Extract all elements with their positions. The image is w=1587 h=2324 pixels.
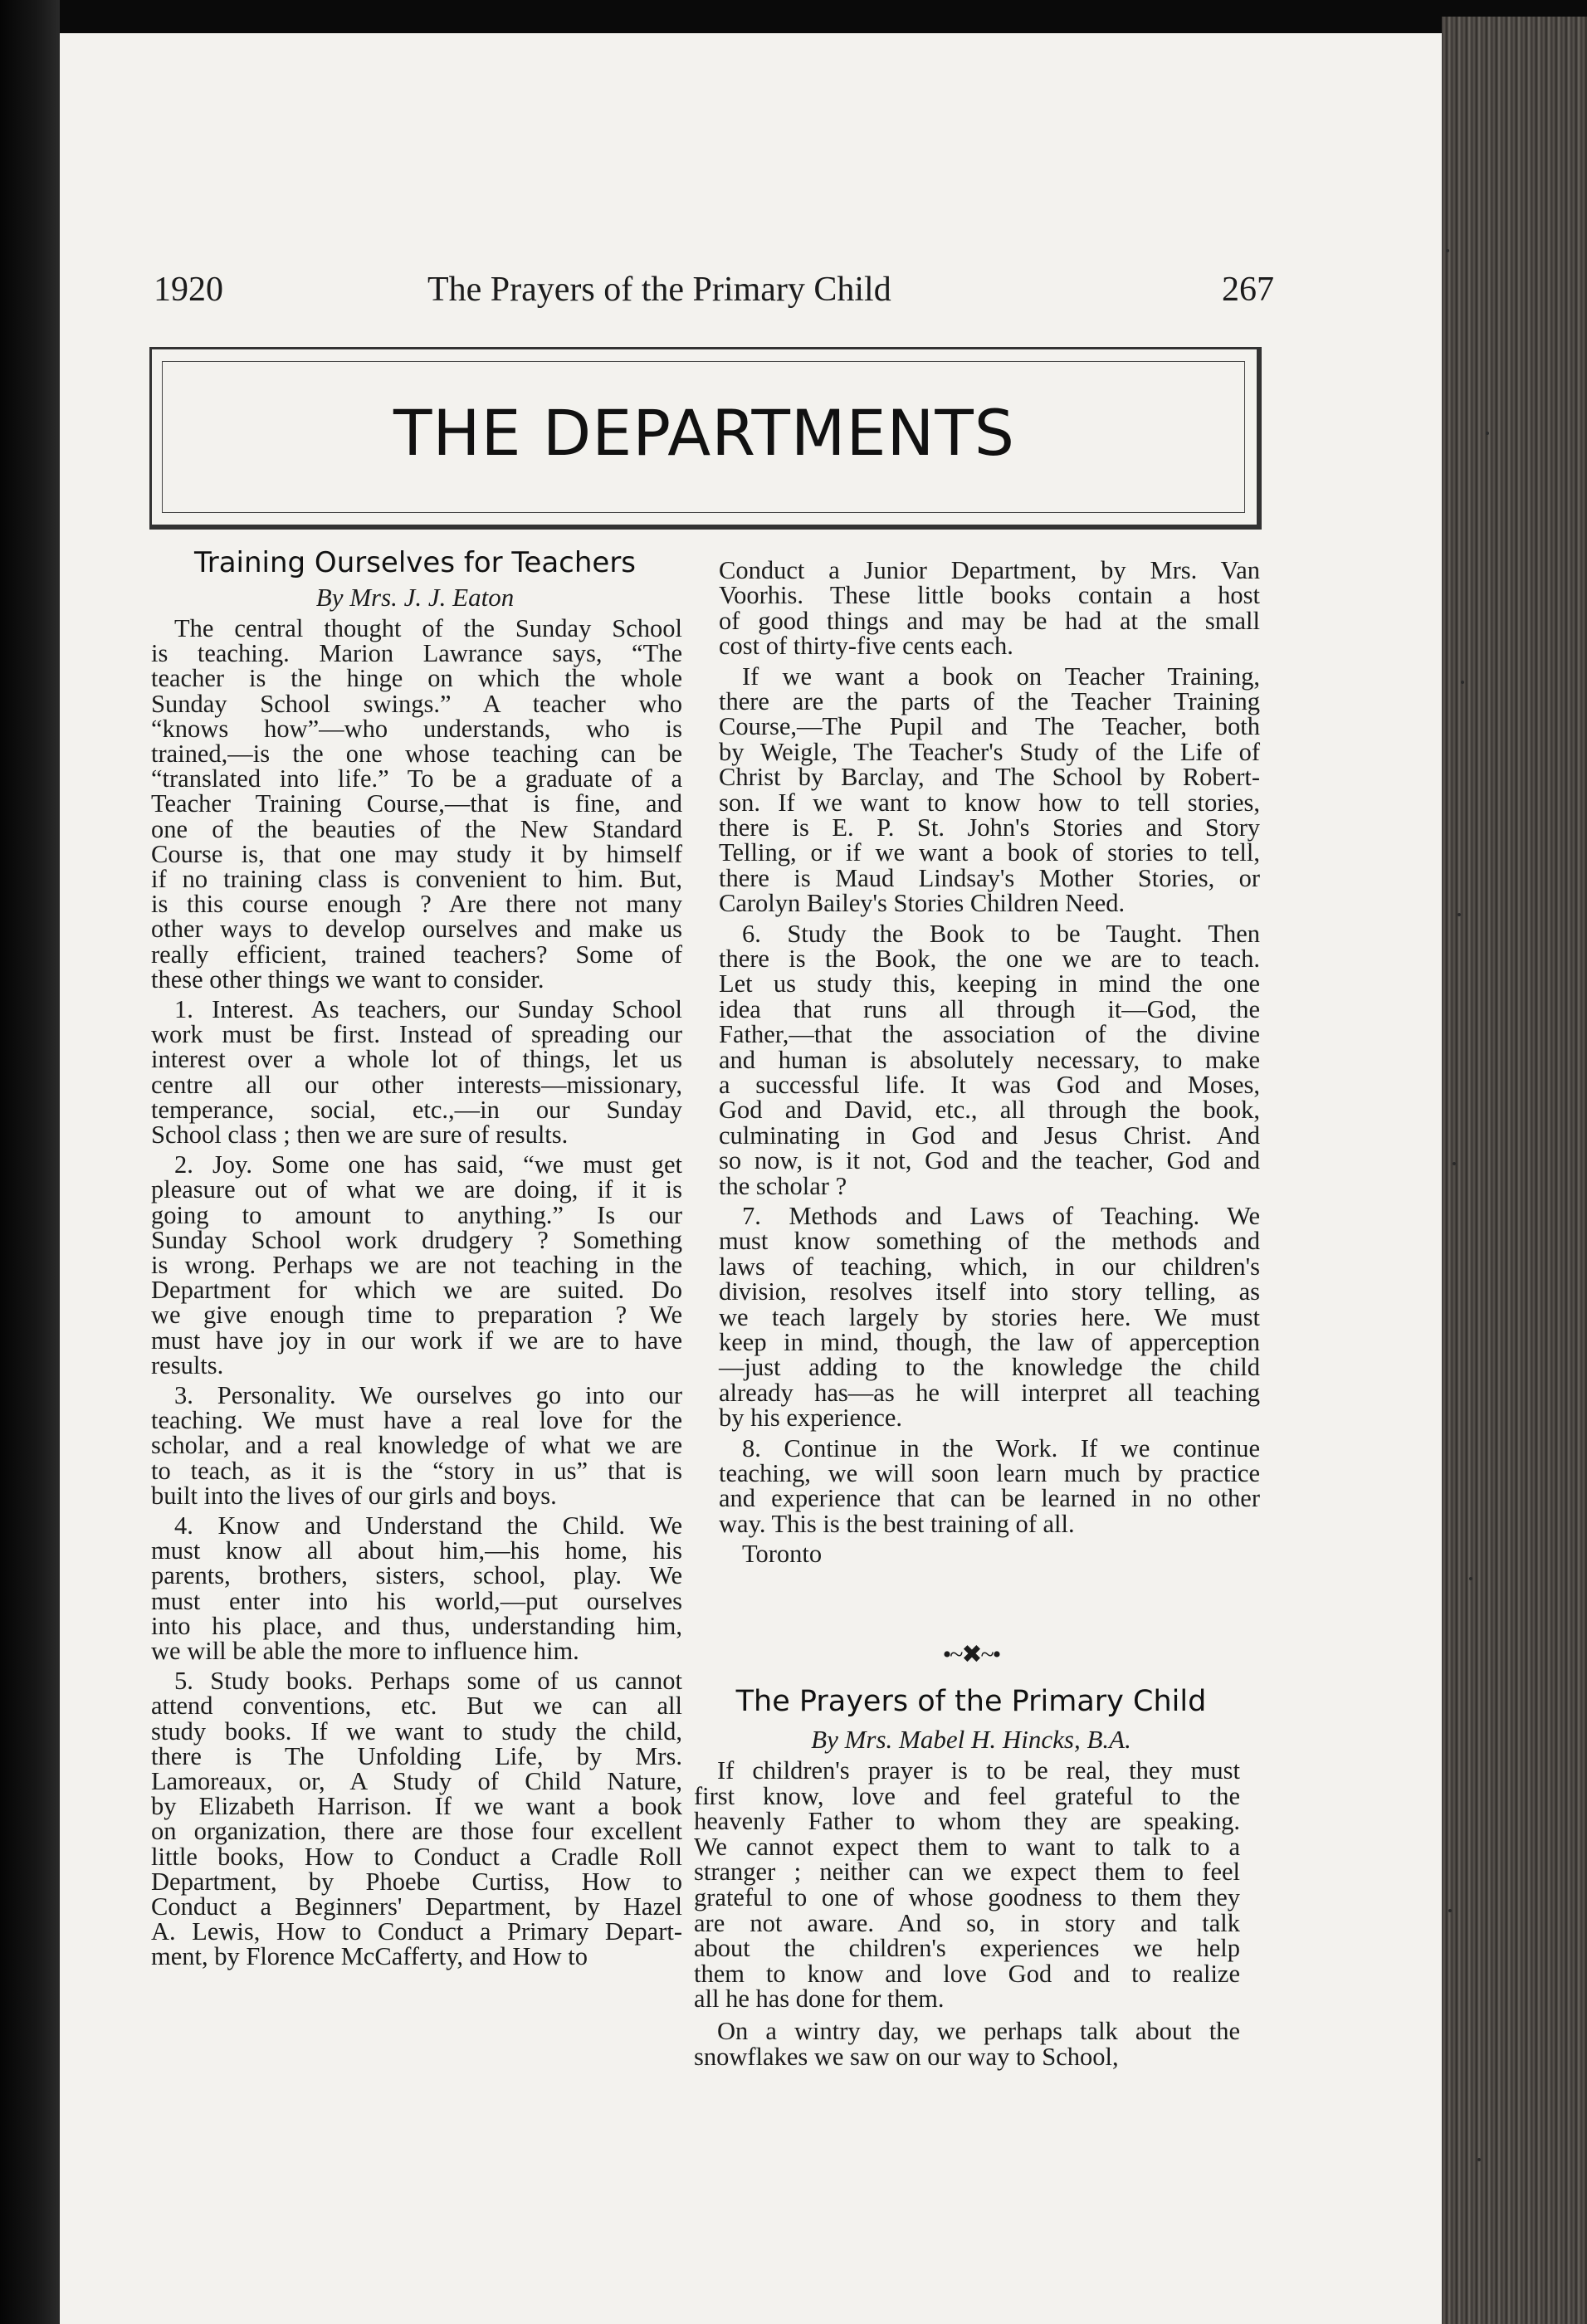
text-line: —just adding to the knowledge the child <box>719 1353 1260 1382</box>
text-line: division, resolves itself into story telling, as <box>719 1277 1260 1306</box>
text-line: already has—as he will interpret all teaching <box>719 1378 1260 1407</box>
article2-heading: The Prayers of the Primary Child <box>735 1685 1207 1718</box>
text-line: there is Maud Lindsay's Mother Stories, or <box>719 863 1260 892</box>
text-line: all he has done for them. <box>694 1985 945 2014</box>
text-line: about the children's experiences we help <box>694 1934 1240 1963</box>
text-line: these other things we want to consider. <box>151 964 544 994</box>
text-line: 2. Joy. Some one has said, “we must get <box>174 1150 682 1179</box>
text-line: there are the parts of the Teacher Training <box>719 687 1260 715</box>
text-line: Toronto <box>742 1540 823 1569</box>
text-line: so now, is it not, God and the teacher, God and <box>719 1146 1260 1175</box>
scan-speck <box>1469 1577 1472 1580</box>
text-line: if no training class is convenient to him. But, <box>151 865 682 893</box>
text-line: Christ by Barclay, and The School by Robert- <box>719 763 1260 792</box>
text-line: The central thought of the Sunday School <box>174 614 682 642</box>
article1-byline: By Mrs. J. J. Eaton <box>315 583 515 612</box>
text-line: must have joy in our work if we are to have <box>151 1326 682 1355</box>
text-line: results. <box>151 1350 224 1379</box>
text-line: keep in mind, though, the law of apperception <box>719 1328 1260 1356</box>
page-number: 267 <box>1222 271 1274 309</box>
text-line: 5. Study books. Perhaps some of us cannot <box>174 1667 682 1696</box>
text-line: teacher is the hinge on which the whole <box>151 664 682 693</box>
text-line: study books. If we want to study the child, <box>151 1716 682 1745</box>
text-line: other ways to develop ourselves and make us <box>151 915 682 944</box>
running-head-title: The Prayers of the Primary Child <box>427 271 891 309</box>
scan-top-border <box>0 0 1587 33</box>
text-line: If children's prayer is to be real, they must <box>717 1756 1240 1784</box>
text-line: attend conventions, etc. But we can all <box>151 1692 682 1721</box>
text-line: “knows how”—who understands, who is <box>151 714 682 743</box>
text-line: Course is, that one may study it by himself <box>151 839 682 868</box>
text-line: 6. Study the Book to be Taught. Then <box>742 919 1260 948</box>
text-line: must know all about him,—his home, his <box>151 1536 682 1565</box>
text-line: pleasure out of what we are doing, if it is <box>151 1175 682 1204</box>
text-line: Teacher Training Course,—that is fine, and <box>151 789 682 818</box>
text-line: into his place, and thus, understanding him, <box>151 1611 682 1640</box>
text-line: teaching. We must have a real love for the <box>151 1406 682 1435</box>
text-line: heavenly Father to whom they are speaking. <box>694 1807 1240 1836</box>
text-line: Sunday School work drudgery ? Something <box>151 1225 682 1254</box>
text-line: centre all our other interests—missionary, <box>151 1070 682 1099</box>
binding-shadow <box>0 0 60 2324</box>
text-line: we will be able the more to influence him. <box>151 1637 579 1665</box>
text-line: must enter into his world,—put ourselves <box>151 1586 682 1615</box>
text-line: is this course enough ? Are there not many <box>151 890 682 919</box>
text-line: Course,—The Pupil and The Teacher, both <box>719 712 1260 741</box>
text-line: we give enough time to preparation ? We <box>151 1301 682 1330</box>
text-line: parents, brothers, sisters, school, play. We <box>151 1561 682 1590</box>
article1-heading: Training Ourselves for Teachers <box>193 546 637 579</box>
text-line: there is the Book, the one we are to teach. <box>719 945 1260 973</box>
text-line: scholar, and a real knowledge of what we are <box>151 1431 682 1460</box>
section-ornament: •~✖~• <box>942 1641 1000 1668</box>
text-line: first know, love and feel grateful to the <box>694 1781 1240 1810</box>
text-line: If we want a book on Teacher Training, <box>742 662 1260 691</box>
text-line: is teaching. Marion Lawrance says, “The <box>151 639 682 668</box>
running-head-year: 1920 <box>154 271 223 309</box>
running-head <box>154 270 1274 320</box>
scan-speck <box>1446 249 1449 252</box>
text-line: we teach largely by stories here. We must <box>719 1302 1260 1331</box>
text-line: a successful life. It was God and Moses, <box>719 1071 1260 1099</box>
text-line: on organization, there are those four excellent <box>151 1817 682 1846</box>
text-line: laws of teaching, which, in our children's <box>719 1252 1260 1281</box>
text-line: 1. Interest. As teachers, our Sunday School <box>174 995 682 1023</box>
text-line: Lamoreaux, or, A Study of Child Nature, <box>151 1767 682 1795</box>
text-line: Telling, or if we want a book of stories to tell, <box>719 838 1260 867</box>
text-line: Department for which we are suited. Do <box>151 1276 682 1305</box>
page-edge-stack <box>1442 17 1587 2324</box>
article2-byline: By Mrs. Mabel H. Hincks, B.A. <box>811 1725 1131 1754</box>
text-line: Voorhis. These little books contain a host <box>719 581 1260 610</box>
text-line: God and David, etc., all through the book, <box>719 1096 1260 1125</box>
text-line: by his experience. <box>719 1404 903 1433</box>
text-line: and experience that can be learned in no other <box>719 1484 1260 1513</box>
text-line: of good things and may be had at the small <box>719 606 1260 635</box>
text-line: idea that runs all through it—God, the <box>719 994 1260 1023</box>
text-line: must know something of the methods and <box>719 1227 1260 1256</box>
text-line: Let us study this, keeping in mind the one <box>719 969 1260 998</box>
text-line: 4. Know and Understand the Child. We <box>174 1511 682 1540</box>
text-line: going to amount to anything.” Is our <box>151 1200 682 1229</box>
text-line: cost of thirty-five cents each. <box>719 632 1013 661</box>
text-line: Conduct a Beginners' Department, by Hazel <box>151 1892 682 1921</box>
text-line: trained,—is the one whose teaching can be <box>151 740 682 768</box>
text-line: the scholar ? <box>719 1171 847 1200</box>
scan-speck <box>1486 432 1489 435</box>
text-line: son. If we want to know how to tell stories, <box>719 788 1260 817</box>
text-line: 3. Personality. We ourselves go into our <box>174 1381 682 1409</box>
scan-speck <box>1448 1909 1452 1912</box>
text-line: and human is absolutely necessary, to make <box>719 1045 1260 1074</box>
text-line: is wrong. Perhaps we are not teaching in the <box>151 1251 682 1279</box>
text-line: temperance, social, etc.,—in our Sunday <box>151 1095 682 1124</box>
text-line: by Weigle, The Teacher's Study of the Life of <box>719 737 1260 766</box>
text-line: School class ; then we are sure of results. <box>151 1120 569 1149</box>
text-line: by Elizabeth Harrison. If we want a book <box>151 1792 682 1821</box>
section-title: THE DEPARTMENTS <box>393 396 1016 470</box>
text-line: Sunday School swings.” A teacher who <box>151 689 682 718</box>
text-line: interest over a whole lot of things, let us <box>151 1045 682 1074</box>
text-line: stranger ; neither can we expect them to feel <box>694 1858 1240 1887</box>
text-line: Carolyn Bailey's Stories Children Need. <box>719 889 1126 918</box>
scan-speck <box>1477 2158 1481 2161</box>
text-line: there is E. P. St. John's Stories and Story <box>719 813 1260 842</box>
text-line: A. Lewis, How to Conduct a Primary Depart- <box>151 1917 682 1946</box>
text-line: there is The Unfolding Life, by Mrs. <box>151 1741 682 1770</box>
text-line: 8. Continue in the Work. If we continue <box>742 1433 1260 1462</box>
text-line: snowflakes we saw on our way to School, <box>694 2042 1119 2071</box>
text-line: to teach, as it is the “story in us” that is <box>151 1456 682 1485</box>
text-line: one of the beauties of the New Standard <box>151 814 682 843</box>
text-line: Conduct a Junior Department, by Mrs. Van <box>719 556 1260 584</box>
text-line: Father,—that the association of the divine <box>719 1020 1260 1049</box>
text-line: Department, by Phoebe Curtiss, How to <box>151 1867 682 1896</box>
text-line: culminating in God and Jesus Christ. And <box>719 1120 1260 1150</box>
text-line: grateful to one of whose goodness to them they <box>694 1883 1240 1911</box>
text-line: We cannot expect them to want to talk to a <box>694 1832 1240 1861</box>
text-line: ment, by Florence McCafferty, and How to <box>151 1942 588 1971</box>
text-line: “translated into life.” To be a graduate of a <box>151 764 682 793</box>
text-line: 7. Methods and Laws of Teaching. We <box>742 1202 1260 1230</box>
scan-speck <box>1458 913 1461 916</box>
section-banner <box>149 347 1262 530</box>
text-line: little books, How to Conduct a Cradle Roll <box>151 1842 682 1871</box>
text-line: really efficient, trained teachers? Some of <box>151 940 682 969</box>
scan-speck <box>1461 681 1464 684</box>
scan-speck <box>1453 1162 1456 1165</box>
text-line: way. This is the best training of all. <box>719 1509 1075 1538</box>
text-line: work must be first. Instead of spreading our <box>151 1020 682 1049</box>
text-line: On a wintry day, we perhaps talk about the <box>717 2017 1240 2045</box>
text-line: them to know and love God and to realize <box>694 1959 1240 1988</box>
text-line: are not aware. And so, in story and talk <box>694 1908 1240 1937</box>
text-line: built into the lives of our girls and boys. <box>151 1481 557 1510</box>
text-line: teaching, we will soon learn much by practice <box>719 1459 1260 1487</box>
